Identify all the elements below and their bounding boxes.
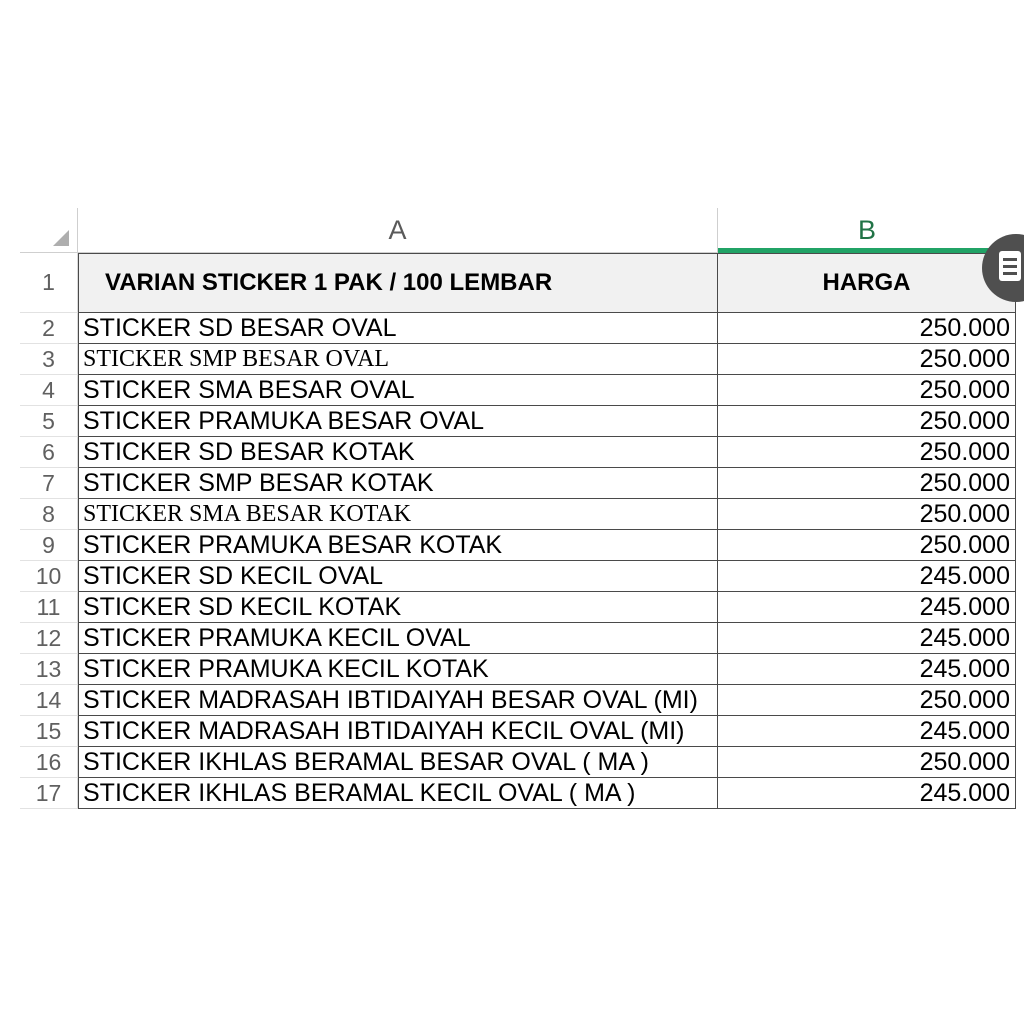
table-row: [20, 592, 1016, 623]
row-number[interactable]: 7: [20, 468, 78, 499]
row-number[interactable]: 14: [20, 685, 78, 716]
table-row: [20, 716, 1016, 747]
table-row: [20, 344, 1016, 375]
column-header-row: [20, 208, 1016, 253]
table-row: [20, 499, 1016, 530]
table-row: [20, 561, 1016, 592]
data-rows: [20, 313, 1016, 809]
column-header-a[interactable]: [78, 208, 718, 253]
cell-sticker-name[interactable]: STICKER SMP BESAR KOTAK: [78, 468, 718, 499]
cell-sticker-name[interactable]: STICKER SD KECIL OVAL: [78, 561, 718, 592]
select-all-cell[interactable]: [20, 208, 78, 253]
select-all-triangle-icon: [53, 230, 69, 246]
spreadsheet: [20, 208, 1016, 809]
cell-sticker-name[interactable]: STICKER MADRASAH IBTIDAIYAH BESAR OVAL (MI): [78, 685, 718, 716]
cell-price[interactable]: 250.000: [718, 468, 1016, 499]
cell-harga-header[interactable]: HARGA: [718, 253, 1016, 313]
cell-price[interactable]: 245.000: [718, 778, 1016, 809]
cell-sticker-name[interactable]: STICKER SD KECIL KOTAK: [78, 592, 718, 623]
row-number[interactable]: 3: [20, 344, 78, 375]
row-number[interactable]: 15: [20, 716, 78, 747]
column-a-label: A: [388, 214, 407, 245]
table-row: [20, 437, 1016, 468]
cell-sticker-name[interactable]: STICKER IKHLAS BERAMAL BESAR OVAL ( MA ): [78, 747, 718, 778]
cell-price[interactable]: 245.000: [718, 623, 1016, 654]
table-row: [20, 406, 1016, 437]
row-number[interactable]: 11: [20, 592, 78, 623]
row-number[interactable]: 10: [20, 561, 78, 592]
table-row: [20, 685, 1016, 716]
row-number[interactable]: 16: [20, 747, 78, 778]
table-row: [20, 747, 1016, 778]
table-row: [20, 468, 1016, 499]
table-row: [20, 375, 1016, 406]
row-number[interactable]: 5: [20, 406, 78, 437]
cell-sticker-name[interactable]: STICKER SMA BESAR OVAL: [78, 375, 718, 406]
cell-price[interactable]: 245.000: [718, 592, 1016, 623]
cell-varian-title[interactable]: VARIAN STICKER 1 PAK / 100 LEMBAR: [78, 253, 718, 313]
cell-price[interactable]: 250.000: [718, 344, 1016, 375]
cell-price[interactable]: 250.000: [718, 499, 1016, 530]
cell-price[interactable]: 250.000: [718, 530, 1016, 561]
copy-icon: [999, 251, 1021, 281]
cell-price[interactable]: 250.000: [718, 406, 1016, 437]
cell-price[interactable]: 250.000: [718, 375, 1016, 406]
row-number[interactable]: 17: [20, 778, 78, 809]
row-number[interactable]: 2: [20, 313, 78, 344]
row-number[interactable]: 8: [20, 499, 78, 530]
row-number[interactable]: 9: [20, 530, 78, 561]
cell-sticker-name[interactable]: STICKER PRAMUKA KECIL KOTAK: [78, 654, 718, 685]
cell-price[interactable]: 245.000: [718, 716, 1016, 747]
cell-sticker-name[interactable]: STICKER SD BESAR OVAL: [78, 313, 718, 344]
cell-price[interactable]: 250.000: [718, 437, 1016, 468]
column-selection-underline: [718, 248, 1016, 253]
table-row: [20, 313, 1016, 344]
cell-sticker-name[interactable]: STICKER SD BESAR KOTAK: [78, 437, 718, 468]
table-header-row: [20, 253, 1016, 313]
table-row: [20, 623, 1016, 654]
row-number[interactable]: 6: [20, 437, 78, 468]
column-header-b[interactable]: [718, 208, 1016, 253]
row-number[interactable]: 13: [20, 654, 78, 685]
cell-price[interactable]: 245.000: [718, 561, 1016, 592]
cell-sticker-name[interactable]: STICKER PRAMUKA KECIL OVAL: [78, 623, 718, 654]
row-number[interactable]: 12: [20, 623, 78, 654]
cell-price[interactable]: 250.000: [718, 747, 1016, 778]
cell-price[interactable]: 245.000: [718, 654, 1016, 685]
cell-price[interactable]: 250.000: [718, 313, 1016, 344]
table-row: [20, 530, 1016, 561]
cell-sticker-name[interactable]: STICKER MADRASAH IBTIDAIYAH KECIL OVAL (MI): [78, 716, 718, 747]
column-b-label: B: [857, 214, 876, 245]
table-row: [20, 778, 1016, 809]
cell-price[interactable]: 250.000: [718, 685, 1016, 716]
cell-sticker-name[interactable]: STICKER PRAMUKA BESAR KOTAK: [78, 530, 718, 561]
table-row: [20, 654, 1016, 685]
cell-sticker-name[interactable]: STICKER SMP BESAR OVAL: [78, 344, 718, 375]
cell-sticker-name[interactable]: STICKER PRAMUKA BESAR OVAL: [78, 406, 718, 437]
row-number[interactable]: 1: [20, 253, 78, 313]
cell-sticker-name[interactable]: STICKER SMA BESAR KOTAK: [78, 499, 718, 530]
cell-sticker-name[interactable]: STICKER IKHLAS BERAMAL KECIL OVAL ( MA ): [78, 778, 718, 809]
row-number[interactable]: 4: [20, 375, 78, 406]
